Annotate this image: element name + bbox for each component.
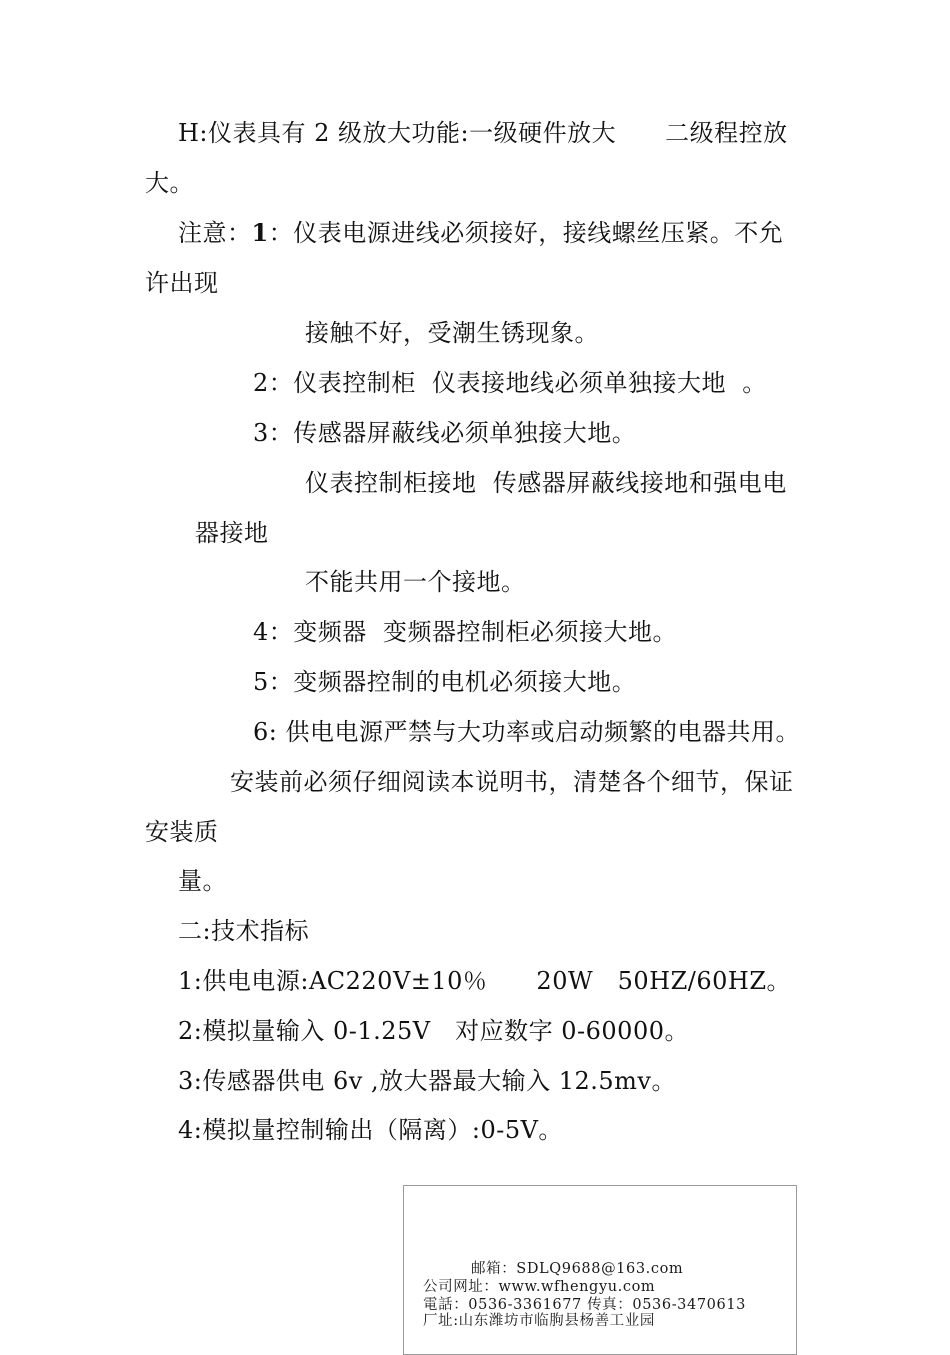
- contact-email: 邮箱：SDLQ9688@163.com: [471, 1261, 684, 1277]
- note-text: ：仪表电源进线必须接好，接线螺丝压紧。不允: [268, 219, 784, 247]
- note-item-3-line4: 不能共用一个接地。: [305, 568, 526, 596]
- spec-item-1: 1:供电电源:AC220V±10％ 20W 50HZ/60HZ。: [178, 967, 792, 995]
- contact-address: 厂址:山东潍坊市临朐县杨善工业园: [423, 1313, 655, 1329]
- note-line1: [178, 218, 783, 248]
- note-item-2: 2：仪表控制柜 仪表接地线必须单独接大地 。: [253, 369, 767, 397]
- contact-website: 公司网址：www.wfhengyu.com: [423, 1279, 656, 1295]
- note-item-3: 3：传感器屏蔽线必须单独接大地。: [253, 419, 637, 447]
- note-item-3-line2: 仪表控制柜接地 传感器屏蔽线接地和强电电: [305, 469, 787, 497]
- note-line2: 许出现: [145, 269, 219, 297]
- note-item-4: 4：变频器 变频器控制柜必须接大地。: [253, 618, 678, 646]
- note-line3: 接触不好，受潮生锈现象。: [305, 319, 599, 347]
- note-item-5: 5：变频器控制的电机必须接大地。: [253, 668, 637, 696]
- note-label: 注意：: [178, 219, 252, 247]
- spec-item-4: 4:模拟量控制输出（隔离）:0-5V。: [178, 1116, 563, 1144]
- paragraph-amplifier-line2: 大。: [145, 169, 194, 197]
- paragraph-amplifier-line1: H:仪表具有 2 级放大功能:一级硬件放大 二级程控放: [178, 119, 788, 147]
- note-item-3-line3: 器接地: [195, 519, 269, 547]
- contact-info-box: [403, 1185, 797, 1355]
- spec-item-2: 2:模拟量输入 0-1.25V 对应数字 0-60000。: [178, 1017, 689, 1045]
- spec-item-3: 3:传感器供电 6v ,放大器最大输入 12.5mv。: [178, 1067, 676, 1095]
- install-line3: 量。: [178, 867, 227, 895]
- install-line2: 安装质: [145, 818, 219, 846]
- section-heading-specs: 二:技术指标: [178, 917, 310, 945]
- note-number: 1: [251, 218, 269, 247]
- note-item-6: 6: 供电电源严禁与大功率或启动频繁的电器共用。: [253, 718, 800, 746]
- contact-phone: 電話：0536-3361677 传真：0536-3470613: [423, 1297, 746, 1313]
- install-line1: 安装前必须仔细阅读本说明书，清楚各个细节，保证: [230, 768, 794, 796]
